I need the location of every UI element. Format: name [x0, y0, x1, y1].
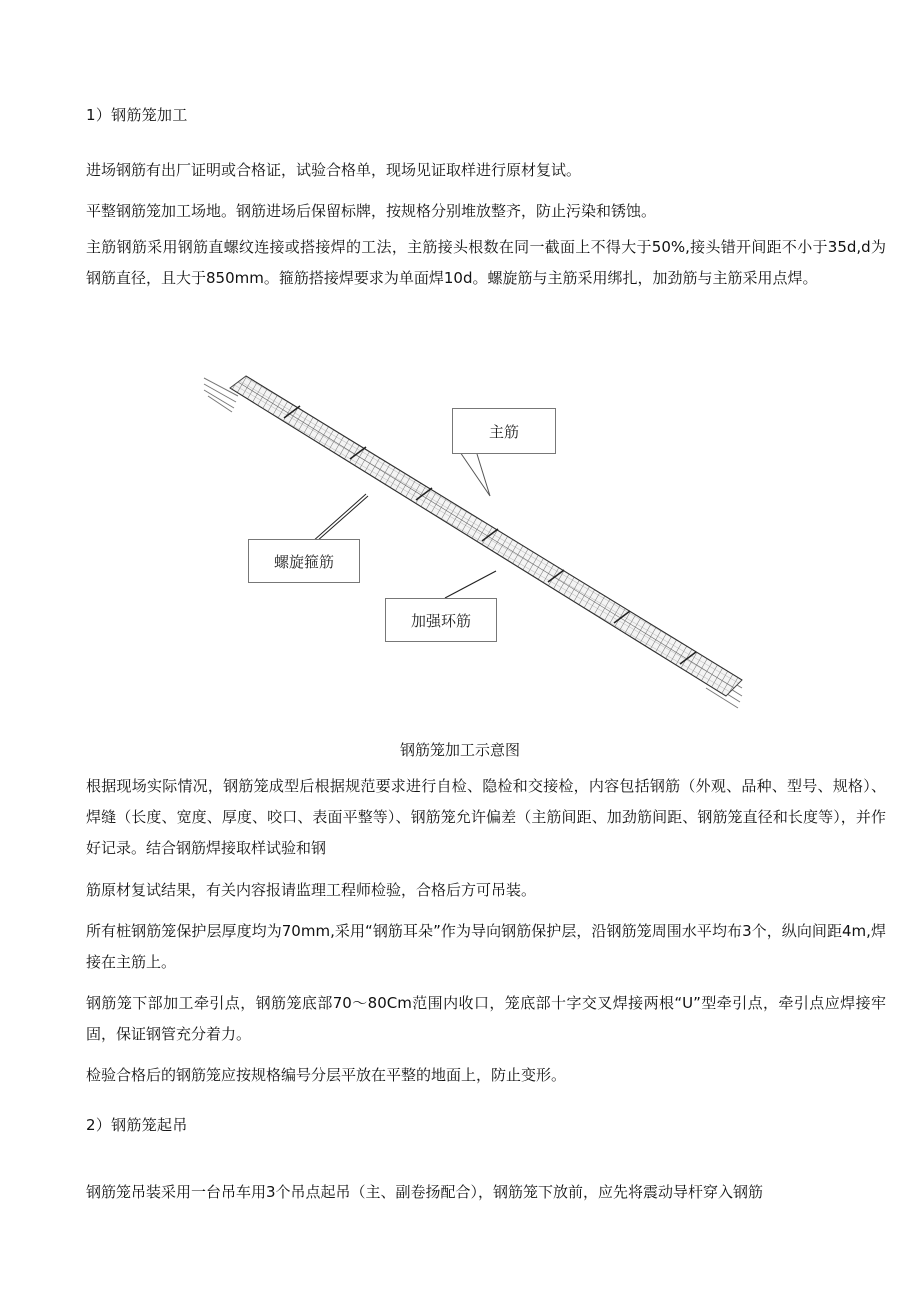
callout-main-bar: 主筋	[452, 408, 556, 454]
paragraph: 平整钢筋笼加工场地。钢筋进场后保留标牌，按规格分别堆放整齐，防止污染和锈蚀。	[86, 202, 657, 220]
paragraph: 所有桩钢筋笼保护层厚度均为70mm,采用“钢筋耳朵”作为导向钢筋保护层，沿钢筋笼周围水平均布3个，纵向间距4m,焊接在主筋上。	[86, 922, 886, 971]
paragraph: 进场钢筋有出厂证明或合格证，试验合格单，现场见证取样进行原材复试。	[86, 161, 582, 179]
paragraph: 钢筋笼下部加工牵引点，钢筋笼底部70～80Cm范围内收口，笼底部十字交叉焊接两根“U”型牵引点，牵引点应焊接牢固，保证钢管充分着力。	[86, 994, 886, 1043]
figure-caption: 钢筋笼加工示意图	[399, 741, 520, 759]
leader-main	[460, 452, 490, 496]
leader-ring	[445, 571, 496, 598]
paragraph: 钢筋笼吊装采用一台吊车用3个吊点起吊（主、副卷扬配合），钢筋笼下放前，应先将震动导杆穿入钢筋	[86, 1183, 764, 1201]
section-heading-2: 2）钢筋笼起吊	[86, 1116, 188, 1134]
paragraph: 筋原材复试结果，有关内容报请监理工程师检验，合格后方可吊装。	[86, 881, 537, 899]
callout-stiffening-ring: 加强环筋	[385, 598, 497, 642]
callout-spiral-stirrup: 螺旋箍筋	[248, 539, 360, 583]
paragraph: 检验合格后的钢筋笼应按规格编号分层平放在平整的地面上，防止变形。	[86, 1066, 567, 1084]
rebar-cage-figure	[190, 366, 750, 711]
section-heading-1: 1）钢筋笼加工	[86, 106, 188, 124]
paragraph: 主筋钢筋采用钢筋直螺纹连接或搭接焊的工法，主筋接头根数在同一截面上不得大于50%,接头错开间距不小于35d,d为钢筋直径，且大于850mm。箍筋搭接焊要求为单面焊10d。螺旋筋与主筋采用绑扎，加劲筋与主筋采用点焊。	[86, 238, 886, 287]
paragraph: 根据现场实际情况，钢筋笼成型后根据规范要求进行自检、隐检和交接检，内容包括钢筋（外观、品种、型号、规格）、焊缝（长度、宽度、厚度、咬口、表面平整等）、钢筋笼允许偏差（主筋间距、加劲筋间距、钢筋笼直径和长度等），并作好记录。结合钢筋焊接取样试验和钢	[86, 777, 886, 857]
